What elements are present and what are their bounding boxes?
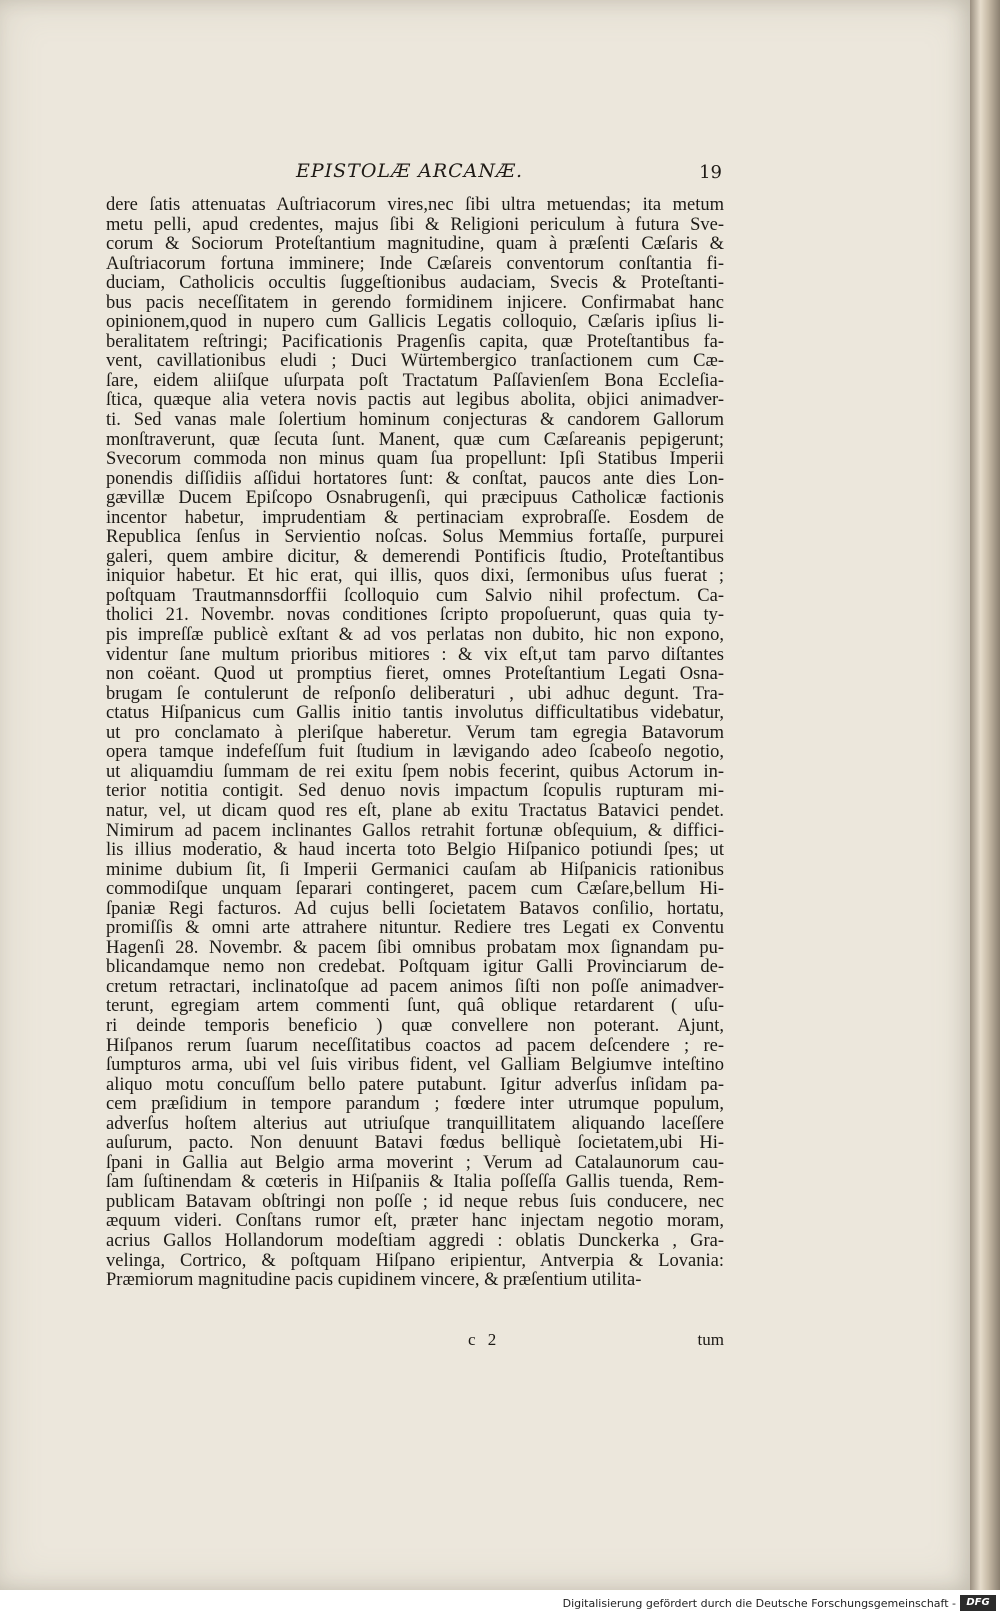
page-header bbox=[106, 160, 722, 188]
text-line: Præmiorum magnitudine pacis cupidinem vincere, & præſentium utilita- bbox=[106, 1271, 642, 1291]
running-title: EPISTOLÆ ARCANÆ. bbox=[296, 160, 524, 182]
body-text bbox=[106, 196, 724, 1291]
text-line: ſare, eidem aliiſque uſurpata poſt Tractatum Paſſavienſem Bona Eccleſia- bbox=[106, 371, 724, 391]
text-line: ut aliquamdiu ſummam de rei exitu ſpem nobis fecerint, quibus Actorum in- bbox=[106, 762, 724, 782]
text-line: beralitatem reſtringi; Pacificationis Pragenſis capita, quæ Proteſtantibus fa- bbox=[106, 332, 724, 352]
text-line: Svecorum commoda non minus quam ſua propellunt: Ipſi Statibus Imperii bbox=[106, 450, 724, 470]
text-line: terunt, egregiam artem commenti ſunt, quâ oblique retardarent ( uſu- bbox=[106, 997, 724, 1017]
text-line: velinga, Cortrico, & poſtquam Hiſpano eripientur, Antverpia & Lovania: bbox=[106, 1251, 724, 1271]
text-line: pis impreſſæ publicè exſtant & ad vos perlatas non dubito, hic non expono, bbox=[106, 626, 724, 646]
text-line: Republica ſenſus in Servientio noſcas. Solus Memmius fortaſſe, purpurei bbox=[106, 528, 724, 548]
text-line: ſumpturos arma, ubi vel ſuis viribus fident, vel Galliam Belgiumve inteſtino bbox=[106, 1056, 724, 1076]
text-line: cem præſidium in tempore parandum ; fœdere inter utrumque populum, bbox=[106, 1095, 724, 1115]
text-line: gævillæ Ducem Epiſcopo Osnabrugenſi, qui præcipuus Catholicæ factionis bbox=[106, 489, 724, 509]
text-line: lis illius moderatio, & haud incerta toto Belgio Hiſpanico potiundi ſpes; ut bbox=[106, 841, 724, 861]
text-line: cretum retractari, inclinatoſque ad pacem animos ſiſti non poſſe animadver- bbox=[106, 977, 724, 997]
funding-credit: Digitalisierung gefördert durch die Deutsche Forschungsgemeinschaft - bbox=[562, 1597, 956, 1610]
digitization-footer bbox=[0, 1590, 1000, 1618]
text-line: brugam ſe contulerunt de reſponſo deliberaturi , ubi adhuc degunt. Tra- bbox=[106, 684, 724, 704]
text-line: corum & Sociorum Proteſtantium magnitudine, quam à præſenti Cæſaris & bbox=[106, 235, 724, 255]
text-line: commodiſque unquam ſeparari contingeret, pacem cum Cæſare,bellum Hi- bbox=[106, 880, 724, 900]
text-line: ſtica, quæque alia vetera novis pactis aut legibus abolita, objici animadver- bbox=[106, 391, 724, 411]
text-line: acrius Gallos Hollandorum modeſtiam aggredi : oblatis Dunckerka , Gra- bbox=[106, 1231, 724, 1251]
text-line: ctatus Hiſpanicus cum Gallis initio tantis involutus difficultatibus videbatur, bbox=[106, 704, 724, 724]
text-line: adverſus hoſtem alterius aut utriuſque tranquillitatem aliquando laceſſere bbox=[106, 1114, 724, 1134]
text-line: vent, cavillationibus eludi ; Duci Würtembergico tranſactionem cum Cæ- bbox=[106, 352, 724, 372]
text-line: metu pelli, apud credentes, majus ſibi & Religioni periculum à futura Sve- bbox=[106, 215, 724, 235]
text-line: ut pro conclamato à pleriſque haberetur. Verum tam egregia Batavorum bbox=[106, 723, 724, 743]
text-line: Nimirum ad pacem inclinantes Gallos retrahit fortunæ obſequium, & diffici- bbox=[106, 821, 724, 841]
text-line: opinionem,quod in nupero cum Gallicis Legatis colloquio, Cæſaris ipſius li- bbox=[106, 313, 724, 333]
text-line: tholici 21. Novembr. novas conditiones ſcripto propoſuerunt, quas quia ty- bbox=[106, 606, 724, 626]
text-line: ti. Sed vanas male ſolertium hominum conjecturas & candorem Gallorum bbox=[106, 411, 724, 431]
text-line: duciam, Catholicis occultis ſuggeſtionibus audaciam, Svecis & Proteſtanti- bbox=[106, 274, 724, 294]
text-line: natur, vel, ut dicam quod res eſt, plane ab exitu Tractatus Batavici pendet. bbox=[106, 801, 724, 821]
dfg-logo: DFG bbox=[960, 1595, 996, 1611]
text-line: auſurum, pacto. Non denuunt Batavi fœdus belliquè ſocietatem,ubi Hi- bbox=[106, 1134, 724, 1154]
text-line: Hiſpanos rerum ſuarum neceſſitatibus coactos ad pacem deſcendere ; re- bbox=[106, 1036, 724, 1056]
signature-mark: c 2 bbox=[468, 1330, 501, 1349]
text-line: bus pacis neceſſitatem in gerendo formidinem injicere. Confirmabat hanc bbox=[106, 293, 724, 313]
text-line: publicam Batavam obſtringi non poſſe ; id neque rebus ſuis conducere, nec bbox=[106, 1192, 724, 1212]
text-line: iniquior habetur. Et hic erat, qui illis, quos dixi, ſermonibus uſus fuerat ; bbox=[106, 567, 724, 587]
text-line: Hagenſi 28. Novembr. & pacem ſibi omnibus probatam mox ſignandam pu- bbox=[106, 938, 724, 958]
text-line: terior notitia contigit. Sed denuo novis impactum ſcopulis rupturam mi- bbox=[106, 782, 724, 802]
text-line: blicandamque nemo non credebat. Poſtquam igitur Galli Provinciarum de- bbox=[106, 958, 724, 978]
text-line: videntur ſane multum prioribus mitiores : & vix eſt,ut tam parvo diſtantes bbox=[106, 645, 724, 665]
text-line: incentor habetur, imprudentiam & pertinaciam exprobraſſe. Eosdem de bbox=[106, 508, 724, 528]
text-line: ponendis diſſidiis aſſidui hortatores ſunt: & conſtat, paucos ante dies Lon- bbox=[106, 469, 724, 489]
text-line: poſtquam Trautmannsdorffii ſcolloquio cum Salvio nihil profectum. Ca- bbox=[106, 586, 724, 606]
book-spine-edge bbox=[970, 0, 1000, 1590]
text-line: opera tamque indefeſſum fuit ſtudium in lævigando adeo ſcabeoſo negotio, bbox=[106, 743, 724, 763]
catchword: tum bbox=[697, 1330, 724, 1349]
text-line: aliquo motu concuſſum bello patere putabunt. Igitur adverſus inſidam pa- bbox=[106, 1075, 724, 1095]
text-line: æquum videri. Conſtans rumor eſt, præter hanc injectam negotio moram, bbox=[106, 1212, 724, 1232]
text-line: monſtraverunt, quæ ſecuta ſunt. Manent, quæ cum Cæſareanis pepigerunt; bbox=[106, 430, 724, 450]
text-line: ri deinde temporis beneficio ) quæ convellere non poterant. Ajunt, bbox=[106, 1016, 724, 1036]
text-line: ſam ſuſtinendam & cœteris in Hiſpaniis & Italia poſſeſſa Gallis tuenda, Rem- bbox=[106, 1173, 724, 1193]
page-foot bbox=[106, 1330, 724, 1352]
text-line: minime dubium ſit, ſi Imperii Germanici cauſam ab Hiſpanicis rationibus bbox=[106, 860, 724, 880]
text-line: galeri, quem ambire dicitur, & demerendi Pontificis ſtudio, Proteſtantibus bbox=[106, 547, 724, 567]
text-line: ſpaniæ Regi facturos. Ad cujus belli ſocietatem Batavos conſilio, hortatu, bbox=[106, 899, 724, 919]
page-number: 19 bbox=[699, 162, 722, 183]
text-line: dere ſatis attenuatas Auſtriacorum vires,nec ſibi ultra metuendas; ita metum bbox=[106, 196, 724, 215]
text-line: Auſtriacorum fortuna imminere; Inde Cæſareis conventorum conſtantia fi- bbox=[106, 254, 724, 274]
text-line: ſpani in Gallia aut Belgio arma moverint ; Verum ad Catalaunorum cau- bbox=[106, 1153, 724, 1173]
text-line: non coëant. Quod ut promptius fieret, omnes Proteſtantium Legati Osna- bbox=[106, 665, 724, 685]
text-line: promiſſis & omni arte attrahere nituntur. Rediere tres Legati ex Conventu bbox=[106, 919, 724, 939]
